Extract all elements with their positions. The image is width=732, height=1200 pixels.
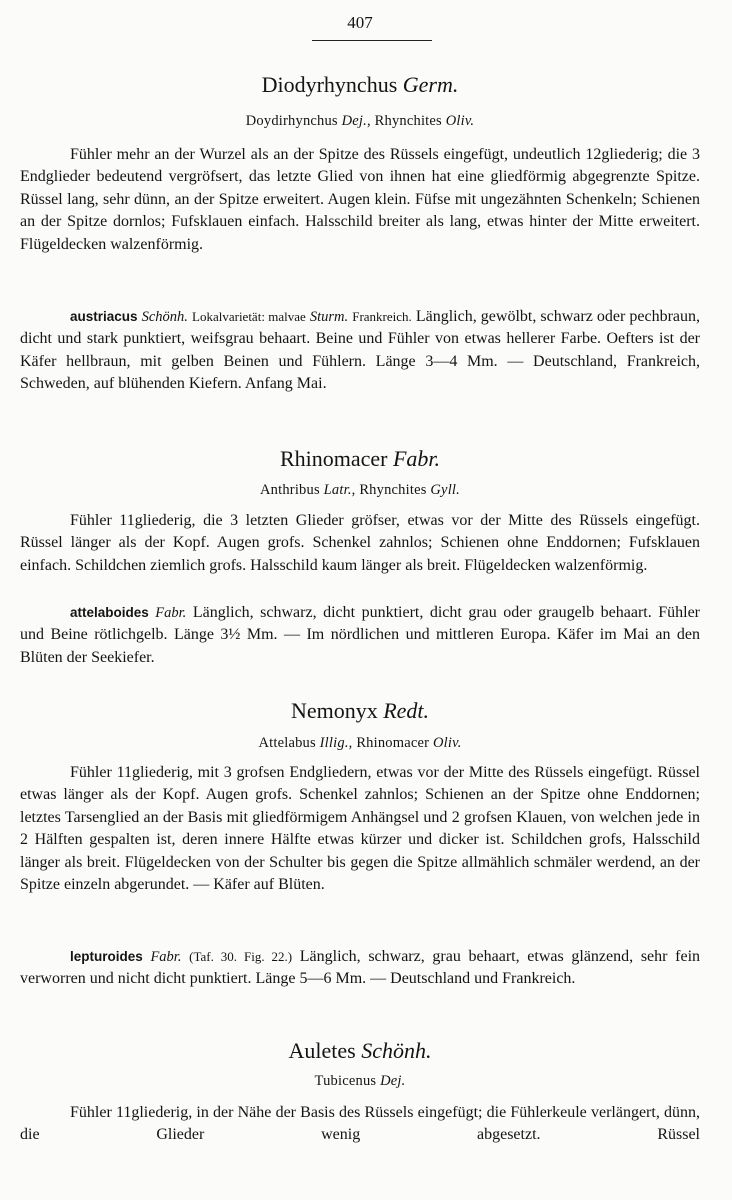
species-entry [20, 602, 700, 669]
species-entry [20, 946, 700, 991]
genus-description: Fühler mehr an der Wurzel als an der Spitze des Rüssels eingefügt, undeutlich 12gliederig; die 3 Endglieder bedeutend vergröfsert, das letzte Glied von ihnen hat eine gliedförmig abgegrenzte Spitze. Rüssel lang, sehr dünn, an der Spitze erweitert. Augen klein. Füfse mit ungezähnten Schenkeln; Schienen an der Spitze dornlos; Fufsklauen einfach. Halsschild breiter als lang, etwas hinter der Mitte erweitert. Flügeldecken walzenförmig. [20, 146, 700, 253]
synonym-separator: , [366, 113, 375, 129]
species-text: Länglich, gewölbt, schwarz oder pechbraun, dicht und stark punktiert, weifsgrau behaart. Beine und Fühler von etwas hellerer Farbe. Oefters ist der Käfer hellbraun, mit gelben Beinen und Fühlern. Länge 3—4 Mm. — Deutschland, Frankreich, Schweden, auf blühenden Kiefern. Anfang Mai. [20, 308, 701, 393]
genus-name: Diodyrhynchus [261, 72, 398, 97]
species-name: attelaboides [70, 605, 149, 620]
synonym-author: Illig. [319, 735, 349, 751]
genus-description: Fühler 11gliederig, die 3 letzten Glieder gröfser, etwas vor der Mitte des Rüssels eingefügt. Rüssel länger als der Kopf. Augen grofs. Schenkel zahnlos; Schienen ohne Enddornen; Fufsklauen einfach. Schildchen ziemlich grofs. Halsschild kaum länger als breit. Flügeldecken walzenförmig. [20, 512, 700, 574]
synonym-name: Doydirhynchus [245, 113, 338, 129]
synonym-name: Tubicenus [314, 1073, 377, 1089]
genus-description: Fühler 11gliederig, mit 3 grofsen Endgliedern, etwas vor der Mitte des Rüssels eingefügt. Rüssel etwas länger als der Kopf. Augen grofs. Schenkel zahnlos; Schienen an der Spitze ohne Enddornen; letztes Tarsenglied an der Basis mit gliedförmigem Anhängsel und 2 grofsen Klauen, von welchen jede in 2 Hälften gespalten ist, deren innere Hälfte etwas kürzer und dicker ist. Schildchen grofs, Halsschild länger als breit. Flügeldecken von der Schulter bis gegen die Spitze allmählich schmäler werdend, an der Spitze einzeln abgerundet. — Käfer auf Blüten. [20, 764, 700, 894]
variety-label: Lokalvarietät: malvae [192, 309, 306, 324]
plate-reference: (Taf. 30. Fig. 22.) [189, 949, 293, 964]
synonym-author: Dej. [380, 1073, 406, 1089]
variety-author: Sturm. [309, 309, 349, 325]
genus-heading [20, 698, 700, 724]
genus-name: Auletes [288, 1038, 356, 1063]
synonym-name: Rhynchites [374, 113, 442, 129]
synonym-author: Gyll. [430, 482, 460, 498]
genus-author: Redt. [383, 698, 430, 723]
species-author: Fabr. [155, 605, 187, 621]
species-author: Fabr. [150, 949, 182, 965]
genus-author: Schönh. [361, 1038, 432, 1063]
genus-name: Rhinomacer [279, 446, 388, 471]
species-text: Länglich, schwarz, grau behaart, etwas glänzend, sehr fein verworren und nicht dicht punktiert. Länge 5—6 Mm. — Deutschland und Frankreich. [20, 948, 701, 988]
header-rule [312, 40, 432, 41]
genus-name: Nemonyx [290, 698, 378, 723]
synonym-line [20, 113, 700, 130]
synonym-author: Latr. [323, 482, 352, 498]
synonym-name: Anthribus [260, 482, 320, 498]
synonym-author: Dej. [341, 113, 367, 129]
synonym-author: Oliv. [433, 735, 462, 751]
genus-heading [20, 1038, 700, 1064]
species-entry [20, 306, 700, 396]
synonym-line [20, 1073, 700, 1090]
species-name: lepturoides [70, 949, 143, 964]
synonym-line [20, 735, 700, 752]
synonym-name: Attelabus [258, 735, 316, 751]
synonym-separator: , [351, 482, 360, 498]
synonym-name: Rhynchites [359, 482, 427, 498]
genus-author: Fabr. [392, 446, 441, 471]
variety-locality: Frankreich. [352, 309, 412, 324]
genus-author: Germ. [402, 72, 459, 97]
synonym-line [20, 482, 700, 499]
genus-description: Fühler 11gliederig, in der Nähe der Basis des Rüssels eingefügt; die Fühlerkeule verlängert, dünn, die Glieder wenig abgesetzt. Rüssel [20, 1104, 700, 1144]
synonym-name: Rhinomacer [356, 735, 430, 751]
species-name: austriacus [70, 309, 138, 324]
synonym-author: Oliv. [445, 113, 475, 129]
page-number: 407 [347, 13, 373, 32]
synonym-separator: , [348, 735, 357, 751]
species-author: Schönh. [141, 309, 188, 325]
genus-heading [20, 72, 700, 98]
genus-heading [20, 446, 700, 472]
species-text: Länglich, schwarz, dicht punktiert, dicht grau oder graugelb behaart. Fühler und Beine rötlichgelb. Länge 3½ Mm. — Im nördlichen und mittleren Europa. Käfer im Mai an den Blüten der Seekiefer. [20, 604, 701, 666]
